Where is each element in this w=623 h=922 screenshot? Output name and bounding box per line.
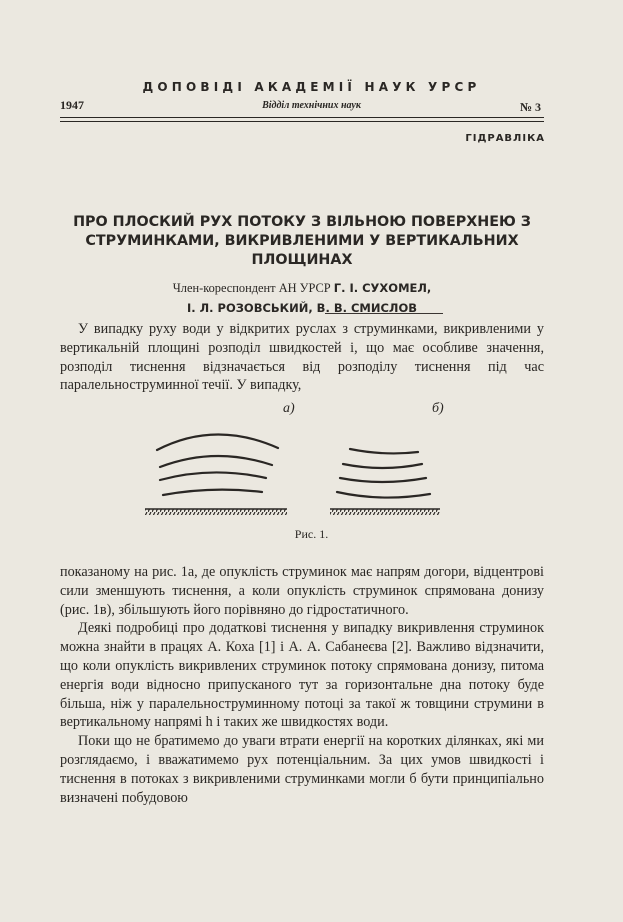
header-rule [60,117,544,118]
figure-label-b: б) [432,401,444,416]
figure-label-a: а) [283,401,295,416]
figure-caption: Рис. 1. [294,527,329,541]
streamline-curve [350,449,418,453]
streamline-curve [340,478,426,482]
journal-year: 1947 [60,98,84,112]
article-authors [60,278,544,318]
streamline-curve [160,472,266,480]
streamline-curve [343,464,422,468]
author-others: І. Л. РОЗОВСЬКИЙ, В. В. СМИСЛОВ [186,301,418,315]
author-first: Г. І. СУХОМЕЛ, [333,281,432,295]
streamline-curve [337,492,430,498]
section-heading: ГІДРАВЛІКА [465,133,545,144]
diagram-a [157,434,278,495]
channel-bed-b [330,509,440,515]
streamline-curve [160,456,272,467]
figure-1 [0,398,623,548]
article-title: ПРО ПЛОСКИЙ РУХ ПОТОКУ З ВІЛЬНОЮ ПОВЕРХНЕЮ З СТРУМИНКАМИ, ВИКРИВЛЕНИМИ У ВЕРТИКАЛЬНИХ ПЛОЩИНАХ [73,214,531,268]
streamline-curve [163,490,262,495]
header-rule [60,121,544,122]
author-prefix: Член-кореспондент АН УРСР [172,281,331,295]
journal-issue: № 3 [519,100,541,114]
journal-title: ДОПОВІДІ АКАДЕМІЇ НАУК УРСР [142,80,481,94]
streamline-diagram [0,398,623,528]
channel-bed-a [145,509,287,515]
streamline-curve [157,434,278,450]
diagram-b [337,449,430,498]
pencil-underline [325,313,443,314]
paragraph: У випадку руху води у відкритих руслах з струминками, викривленими у вертикальній площині розподіл швидкостей і, що має особливе значення, розподіл тиснення відзначається від розподілу тиснення під час паралельноструминної течії. У випадку, [60,321,544,394]
journal-department: Відділ технічних наук [262,100,361,111]
paragraph: показаному на рис. 1а, де опуклість струминок має напрям догори, відцентрові сили зменшують тиснення, а коли опуклість струминок спрямована донизу (рис. 1в), збільшують його порівняно до гідростатичного. Деякі подробиці про додаткові тиснення у випадку викривлення струминок можна знайти в працях А. Коха [1] і А. А. Сабанеєва [2]. Важливо відзначити, що коли опуклість викривлених струминок потоку спрямована донизу, питома енергія води відносно припусканого тут за горизонтальне дна потоку буде більша, ніж у паралельноструминному потоці за такої ж товщини струмини в вертикальному напрямі h і таких же швидкостях води. Поки що не братимемо до уваги втрати енергії на коротких ділянках, які ми розглядаємо, і вважатимемо рух потенціальним. За цих умов швидкості і тиснення в потоках з викривленими струминками могли б бути принципіально визначені побудовою [60,564,544,806]
